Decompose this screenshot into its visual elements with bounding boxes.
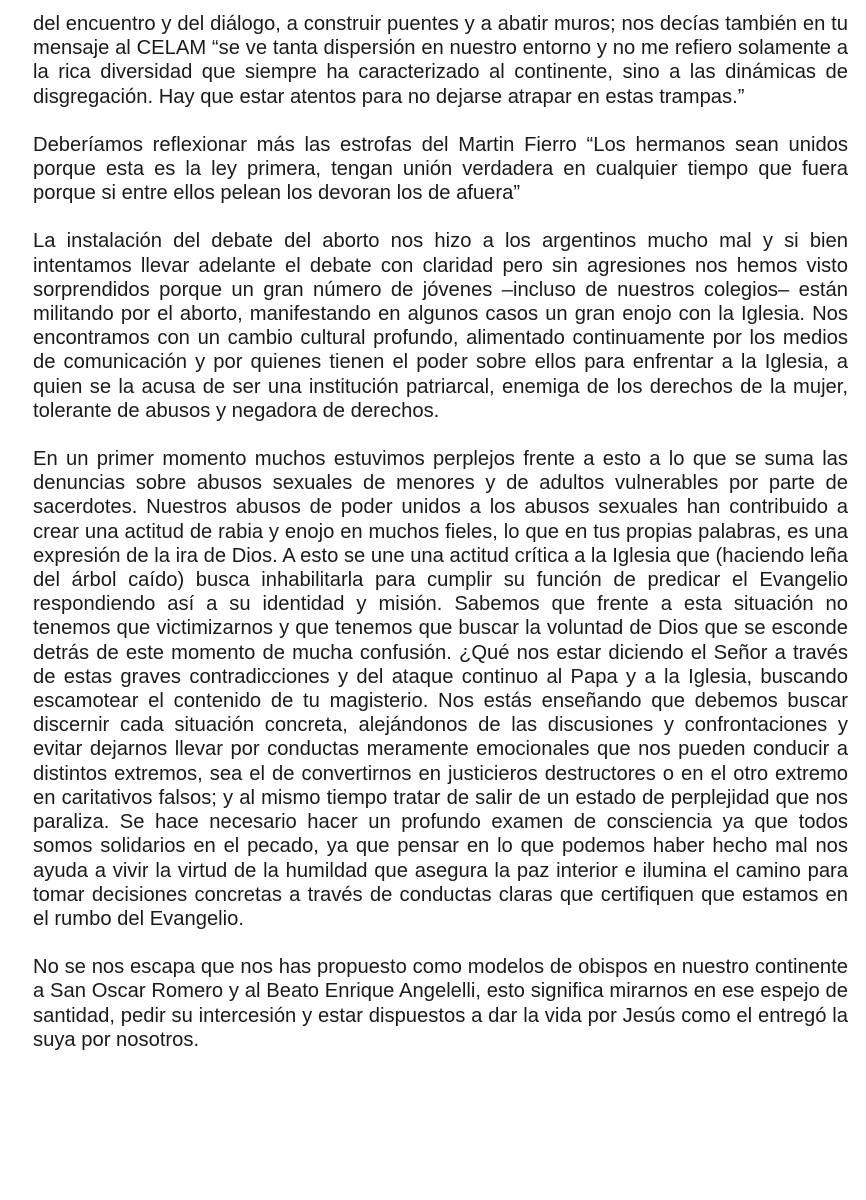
paragraph-martin-fierro: Deberíamos reflexionar más las estrofas del Martin Fierro “Los hermanos sean unidos porque esta es la ley primera, tengan unión verdadera en cualquier tiempo que fuera porque si entre ellos pelean los devoran los de afuera”	[33, 133, 848, 205]
document-page	[33, 12, 848, 1052]
paragraph-modelos-obispos: No se nos escapa que nos has propuesto como modelos de obispos en nuestro continente a San Oscar Romero y al Beato Enrique Angelelli, esto significa mirarnos en ese espejo de santidad, pedir su intercesión y estar dispuestos a dar la vida por Jesús como el entregó la suya por nosotros.	[33, 956, 848, 1051]
paragraph-dialogo-celam: del encuentro y del diálogo, a construir puentes y a abatir muros; nos decías también en tu mensaje al CELAM “se ve tanta dispersión en nuestro entorno y no me refiero solamente a la rica diversidad que siempre ha caracterizado al continente, sino a las dinámicas de disgregación. Hay que estar atentos para no dejarse atrapar en estas trampas.”	[33, 13, 848, 108]
paragraph-debate-aborto: La instalación del debate del aborto nos hizo a los argentinos mucho mal y si bien intentamos llevar adelante el debate con claridad pero sin agresiones nos hemos visto sorprendidos porque un gran número de jóvenes –incluso de nuestros colegios– están militando por el aborto, manifestando en algunos casos un gran enojo con la Iglesia. Nos encontramos con un cambio cultural profundo, alimentado continuamente por los medios de comunicación y por quienes tienen el poder sobre ellos para enfrentar a la Iglesia, a quien se la acusa de ser una institución patriarcal, enemiga de los derechos de la mujer, tolerante de abusos y negadora de derechos.	[33, 230, 848, 422]
paragraph-abusos-perplejidad: En un primer momento muchos estuvimos perplejos frente a esto a lo que se suma las denuncias sobre abusos sexuales de menores y de adultos vulnerables por parte de sacerdotes. Nuestros abusos de poder unidos a los abusos sexuales han contribuido a crear una actitud de rabia y enojo en muchos fieles, lo que en tus propias palabras, es una expresión de la ira de Dios. A esto se une una actitud crítica a la Iglesia que (haciendo leña del árbol caído) busca inhabilitarla para cumplir su función de predicar el Evangelio respondiendo así a su identidad y misión. Sabemos que frente a esta situación no tenemos que victimizarnos y que tenemos que buscar la voluntad de Dios que se esconde detrás de este momento de mucha confusión. ¿Qué nos estar diciendo el Señor a través de estas graves contradicciones y del ataque continuo al Papa y a la Iglesia, buscando escamotear el contenido de tu magisterio. Nos estás enseñando que debemos buscar discernir cada situación concreta, alejándonos de las discusiones y confrontaciones y evitar dejarnos llevar por conductas meramente emocionales que nos pueden conducir a distintos extremos, sea el de convertirnos en justicieros destructores o en el otro extremo en caritativos falsos; y al mismo tiempo tratar de salir de un estado de perplejidad que nos paraliza. Se hace necesario hacer un profundo examen de consciencia ya que todos somos solidarios en el pecado, ya que pensar en lo que podemos haber hecho mal nos ayuda a vivir la virtud de la humildad que asegura la paz interior e ilumina el camino para tomar decisiones concretas a través de conductas claras que certifiquen que estamos en el rumbo del Evangelio.	[33, 448, 848, 930]
